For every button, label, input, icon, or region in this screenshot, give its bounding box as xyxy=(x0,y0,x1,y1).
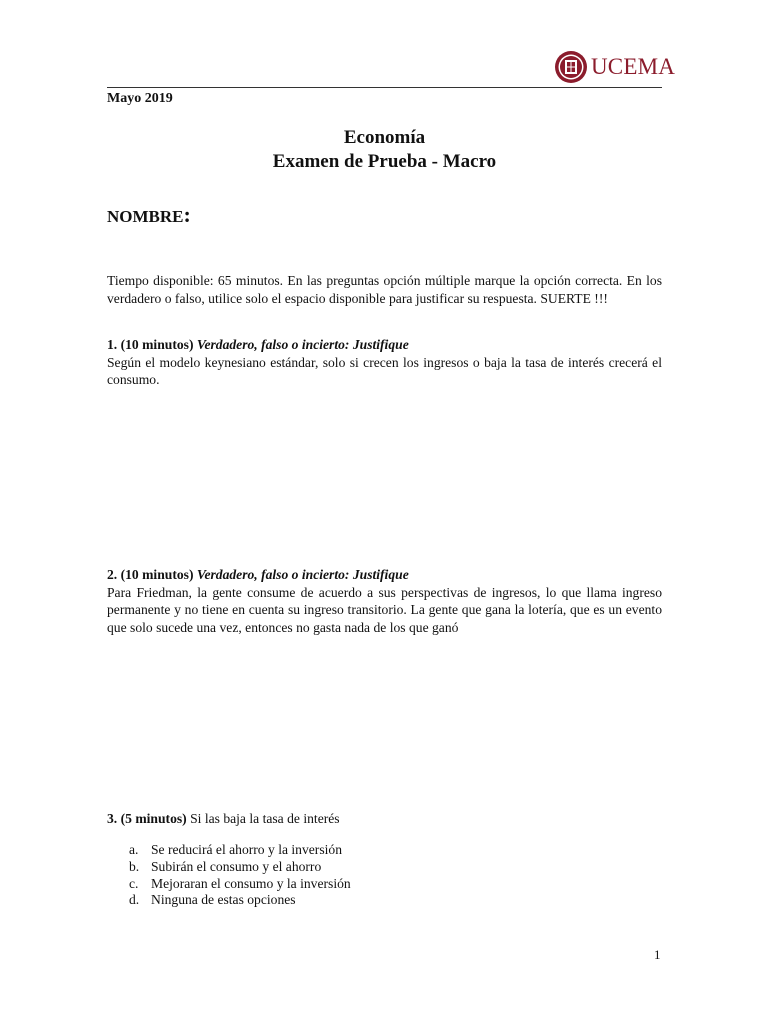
question-2-type: Verdadero, falso o incierto: Justifique xyxy=(196,567,409,582)
question-1-type: Verdadero, falso o incierto: Justifique xyxy=(196,337,409,352)
question-2-text: Para Friedman, la gente consume de acuerdo a sus perspectivas de ingresos, lo que llama ingreso permanente y no tiene en cuenta su ingreso transitorio. La gente que gana la lotería, que es un evento que solo sucede una vez, entonces no gasta nada de los que ganó xyxy=(107,584,662,635)
page-subtitle: Examen de Prueba - Macro xyxy=(272,151,497,172)
question-1 xyxy=(107,336,662,389)
option-text: Mejoraran el consumo y la inversión xyxy=(151,875,351,891)
page-title: Economía xyxy=(343,127,426,148)
option-text: Se reducirá el ahorro y la inversión xyxy=(151,842,342,857)
option-b[interactable] xyxy=(129,859,529,876)
option-text: Subirán el consumo y el ahorro xyxy=(151,858,322,874)
option-d[interactable] xyxy=(129,892,529,909)
name-field-label xyxy=(107,202,191,228)
instructions: Tiempo disponible: 65 minutos. En las preguntas opción múltiple marque la opción correcta. En los verdadero o falso, utilice solo el espacio disponible para justificar su respuesta. SUERTE !!! xyxy=(107,273,662,306)
exam-date: Mayo 2019 xyxy=(107,91,173,106)
option-letter: d. xyxy=(129,892,140,908)
option-text: Ninguna de estas opciones xyxy=(151,892,296,908)
question-2-number: 2. (10 minutos) xyxy=(107,567,194,582)
question-3-number: 3. (5 minutos) xyxy=(107,811,187,826)
university-seal-icon xyxy=(554,50,588,84)
ucema-logo xyxy=(554,50,675,84)
question-1-text: Según el modelo keynesiano estándar, solo si crecen los ingresos o baja la tasa de interés crecerá el consumo. xyxy=(107,354,662,387)
page-number: 1 xyxy=(654,947,661,962)
name-label-colon: : xyxy=(183,202,191,227)
name-label-text: NOMBRE xyxy=(107,207,184,226)
header-rule xyxy=(107,87,662,88)
option-letter: b. xyxy=(129,858,140,874)
option-c[interactable] xyxy=(129,876,529,893)
question-3 xyxy=(107,810,662,828)
question-2 xyxy=(107,566,662,636)
question-3-options xyxy=(129,842,529,909)
logo-text: UCEMA xyxy=(591,54,676,79)
option-a[interactable] xyxy=(129,842,529,859)
option-letter: a. xyxy=(129,842,139,857)
option-letter: c. xyxy=(129,875,139,891)
question-1-number: 1. (10 minutos) xyxy=(107,337,194,352)
question-3-text: Si las baja la tasa de interés xyxy=(190,811,340,826)
